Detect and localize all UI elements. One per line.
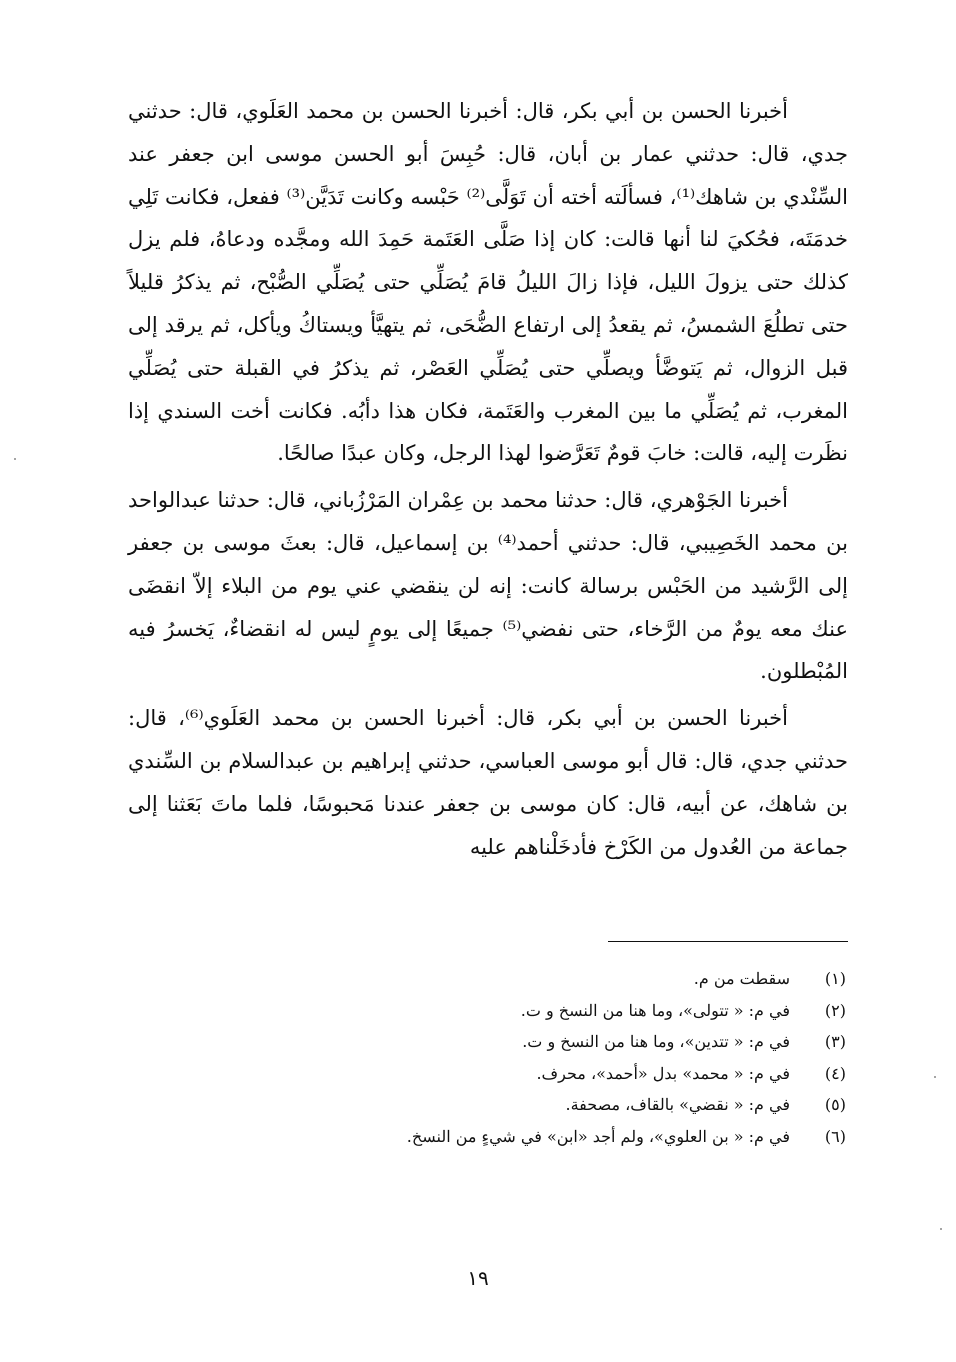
footnote-item [128,1089,848,1121]
scan-speck [14,458,16,460]
paragraph-2: أخبرنا الجَوْهري، قال: حدثنا محمد بن عِمْران المَرْزُباني، قال: حدثنا عبدالواحد بن محمد الخَصِيبي، قال: حدثني أحمد⁽⁴⁾ بن إسماعيل، قال: بعثَ موسى بن جعفر إلى الرَّشيد من الحَبْس برسالة كانت: إنه لن ينقضي عني يوم من البلاء إلاّ انقضَى عنك معه يومٌ من الرَّخاء، حتى نفضي⁽⁵⁾ جميعًا إلى يومٍ ليس له انقضاءٌ، يَخسرُ فيه المُبْطلون. [128,488,848,684]
footnote-number: (٥) [824,1095,846,1114]
footnote-number: (٦) [824,1126,846,1146]
scan-speck [940,1228,942,1230]
paragraph-3: أخبرنا الحسن بن أبي بكر، قال: أخبرنا الحسن بن محمد العَلَوي⁽⁶⁾، قال: حدثني جدي، قال: قال أبو موسى العباسي، حدثني إبراهيم بن عبدالسلام بن السِّندي بن شاهك، عن أبيه، قال: كان موسى بن جعفر عندنا مَحبوسًا، فلما ماتَ بَعَثنا إلى جماعة من العُدول من الكَرْخ فأدخَلْناهم عليه [128,706,848,859]
footnote-text: في م: « نقضي» بالقاف، مصحفة. [565,1095,790,1114]
footnote-item [128,1058,848,1090]
footnote-divider [608,941,848,942]
footnotes [128,963,848,1152]
footnote-number: (٣) [824,1032,846,1051]
footnote-text: في م: « تتدين»، وما هنا من النسخ و ت. [522,1032,790,1051]
footnote-item [128,1026,848,1058]
main-text [128,90,848,868]
page-number: ١٩ [467,1266,489,1290]
footnote-number: (١) [824,969,846,988]
footnote-item [128,1121,848,1153]
footnote-item [128,963,848,995]
footnote-item [128,995,848,1027]
footnote-number: (٢) [824,1000,846,1020]
footnote-text: سقطت من م. [693,969,790,988]
footnote-text: في م: « بن العلوي»، ولم أجد «ابن» في شيءٍ من النسخ. [406,1126,790,1146]
footnote-text: في م: « محمد» بدل «أحمد»، محرف. [536,1063,790,1083]
footnote-number: (٤) [824,1063,846,1083]
paragraph-1: أخبرنا الحسن بن أبي بكر، قال: أخبرنا الحسن بن محمد العَلَوي، قال: حدثني جدي، قال: حدثني عمار بن أبان، قال: حُبِسَ أبو الحسن موسى ابن جعفر عند السِّنْدي بن شاهك⁽¹⁾، فسألَته أخته أن تَوَلَّى⁽²⁾ حَبْسه وكانت تَدَيَّن⁽³⁾ ففعل، فكانت تَلِي خدمَتَه، فحُكيَ لنا أنها قالت: كان إذا صَلَّى العَتَمة حَمِدَ الله ومجَّده ودعاهُ، فلم يزل كذلك حتى يزولَ الليل، فإذا زالَ الليلُ قامَ يُصَلِّي حتى يُصَلِّي الصُّبْح، ثم يذكرُ قليلاً حتى تطلُعَ الشمسُ، ثم يقعدُ إلى ارتفاع الضُّحَى، ثم يتهيَّأ ويستاكُ ويأكل، ثم يرقد إلى قبل الزوال، ثم يَتوضَّأ ويصلِّي حتى يُصَلِّي العَصْر، ثم يذكرُ في القبلة حتى يُصَلِّي المغرب، ثم يُصَلِّي ما بين المغرب والعَتَمة، فكان هذا دأبُه. فكانت أخت السندي إذا نظَرت إليه، قالت: خابَ قومٌ تَعَرَّضوا لهذا الرجل، وكان عبدًا صالحًا. [128,99,849,466]
scan-speck [934,1076,936,1078]
footnote-text: في م: « تتولى»، وما هنا من النسخ و ت. [520,1000,790,1020]
